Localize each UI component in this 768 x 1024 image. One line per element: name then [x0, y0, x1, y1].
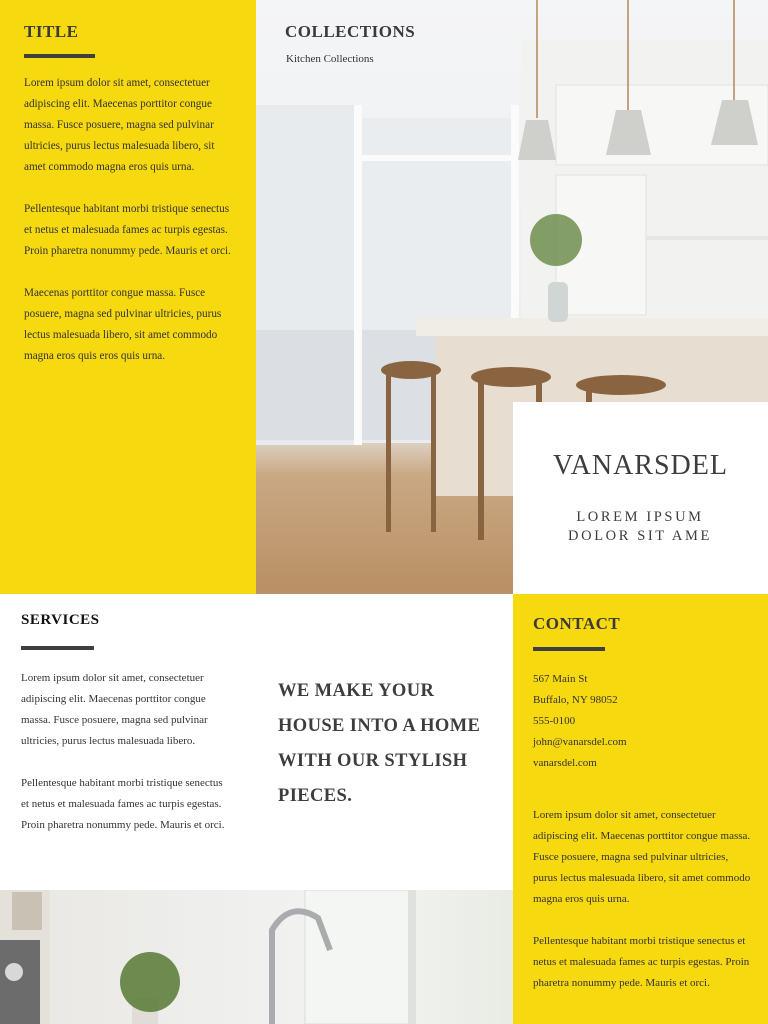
- plant-vase: [548, 282, 568, 322]
- contact-paragraph: Lorem ipsum dolor sit amet, consectetuer adipiscing elit. Maecenas porttitor congue massa. Fusce posuere, magna sed pulvinar ultricies, purus lectus malesuada libero, sit amet commodo magna eros quis urna.: [533, 809, 751, 905]
- bottom-illustration: [0, 890, 513, 1024]
- window: [305, 890, 415, 1024]
- wall-shelf: [646, 236, 768, 240]
- title-paragraph: Maecenas porttitor congue massa. Fusce posuere, magna sed pulvinar ultricies, purus lectus malesuada libero, sit amet commodo magna eros quis eros quis urna.: [24, 287, 222, 362]
- title-heading: TITLE: [24, 22, 79, 41]
- machine-dial: [5, 963, 23, 981]
- brand-name: VANARSDEL: [553, 450, 728, 481]
- contact-details: [533, 669, 755, 774]
- contact-heading: CONTACT: [533, 614, 621, 633]
- services-paragraph: Lorem ipsum dolor sit amet, consectetuer adipiscing elit. Maecenas porttitor congue massa. Fusce posuere, magna sed pulvinar ultricies, purus lectus malesuada libero.: [21, 672, 208, 747]
- tagline-panel: [256, 594, 513, 890]
- title-paragraph: Lorem ipsum dolor sit amet, consectetuer adipiscing elit. Maecenas porttitor congue massa. Fusce posuere, magna sed pulvinar ultricies, purus lectus malesuada libero, sit amet commodo magna eros quis urna.: [24, 77, 215, 173]
- plant-leaves: [530, 214, 582, 266]
- contact-email[interactable]: john@vanarsdel.com: [533, 736, 627, 748]
- title-paragraph: Pellentesque habitant morbi tristique senectus et netus et malesuada fames ac turpis egestas. Proin pharetra nonummy pede. Mauris et orci.: [24, 203, 231, 257]
- services-panel: [0, 594, 256, 890]
- island-countertop: [416, 318, 768, 336]
- contact-website[interactable]: vanarsdel.com: [533, 757, 597, 769]
- contact-paragraph: Pellentesque habitant morbi tristique senectus et netus et malesuada fames ac turpis egestas. Proin pharetra nonummy pede. Mauris et orci.: [533, 935, 750, 989]
- contact-phone: 555-0100: [533, 715, 576, 727]
- collections-heading: COLLECTIONS: [285, 22, 416, 41]
- brand-tagline: LOREM IPSUM DOLOR SIT AME: [568, 509, 712, 544]
- bottom-kitchen-image: [0, 890, 513, 1024]
- services-underline: [21, 646, 94, 650]
- contact-address-line2: Buffalo, NY 98052: [533, 694, 618, 706]
- plant-leaves: [120, 952, 180, 1012]
- title-panel: [0, 0, 256, 594]
- tagline-text: WE MAKE YOUR HOUSE INTO A HOME WITH OUR STYLISH PIECES.: [278, 681, 481, 806]
- books: [12, 892, 42, 930]
- window-frame: [408, 890, 416, 1024]
- collections-subtitle: Kitchen Collections: [286, 53, 374, 65]
- window-frame: [356, 155, 516, 161]
- brand-box: [513, 402, 768, 594]
- services-paragraph: Pellentesque habitant morbi tristique senectus et netus et malesuada fames ac turpis egestas. Proin pharetra nonummy pede. Mauris et orci.: [21, 777, 225, 831]
- contact-underline: [533, 647, 605, 651]
- title-body: [24, 73, 232, 388]
- services-heading: SERVICES: [21, 612, 100, 628]
- title-underline: [24, 54, 95, 58]
- contact-address-line1: 567 Main St: [533, 673, 588, 685]
- contact-body: [533, 805, 755, 1015]
- coffee-machine: [0, 940, 40, 1024]
- contact-panel: [513, 594, 768, 1024]
- services-body: [21, 668, 231, 857]
